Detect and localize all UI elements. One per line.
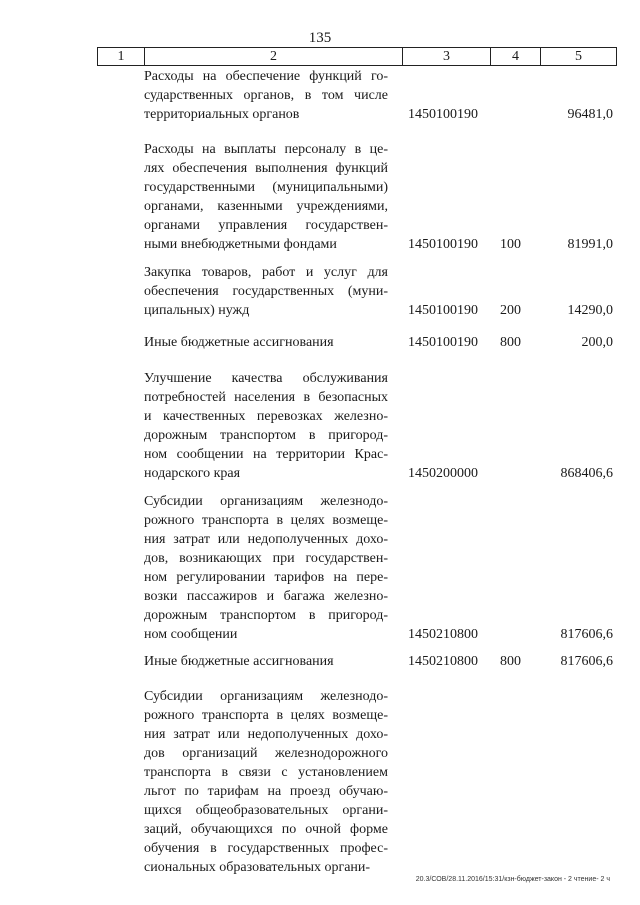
row-description (144, 369, 388, 483)
description-line: льгот по тарифам на проезд обучаю- (144, 784, 388, 799)
target-article-code: 1450210800 (408, 654, 478, 669)
description-line: дорожным транспортом в пригород- (144, 428, 388, 443)
description-line: органами управления государствен- (144, 218, 388, 233)
description-line: Субсидии организациям железнодо- (144, 494, 388, 509)
description-line: государственными (муниципальными) (144, 180, 388, 195)
amount-value: 14290,0 (567, 303, 613, 318)
amount-value: 817606,6 (560, 654, 613, 669)
description-line: дов, возникающих при государствен- (144, 551, 388, 566)
document-footer-stamp: 20.3/СОВ/28.11.2016/15:31/кзн-бюджет-закон - 2 чтение- 2 ч (415, 876, 610, 883)
description-line: лях обеспечения выполнения функций (144, 161, 388, 176)
amount-value: 817606,6 (560, 627, 613, 642)
description-line: ципальных) нужд (144, 303, 250, 318)
description-line: рожного транспорта в целях возмеще- (144, 708, 388, 723)
description-line: и качественных перевозках железно- (144, 409, 388, 424)
column-header-5: 5 (541, 48, 617, 66)
row-description (144, 687, 388, 877)
description-line: территориальных органов (144, 107, 300, 122)
amount-value: 868406,6 (560, 466, 613, 481)
description-line: Субсидии организациям железнодо- (144, 689, 388, 704)
row-description (144, 652, 388, 671)
description-line: ном сообщении на территории Крас- (144, 447, 388, 462)
description-line: ными внебюджетными фондами (144, 237, 337, 252)
description-line: ния затрат или недополученных дохо- (144, 727, 388, 742)
description-line: рожного транспорта в целях возмеще- (144, 513, 388, 528)
expense-type-code: 100 (500, 237, 521, 252)
expense-type-code: 200 (500, 303, 521, 318)
expense-type-code: 800 (500, 654, 521, 669)
target-article-code: 1450210800 (408, 627, 478, 642)
description-line: Улучшение качества обслуживания (144, 371, 388, 386)
row-description (144, 492, 388, 644)
row-description (144, 140, 388, 254)
target-article-code: 1450200000 (408, 466, 478, 481)
amount-value: 200,0 (581, 335, 613, 350)
column-header-3: 3 (403, 48, 491, 66)
row-description (144, 67, 388, 124)
description-line: потребностей населения в безопасных (144, 390, 388, 405)
description-line: Расходы на выплаты персоналу в це- (144, 142, 388, 157)
column-header-4: 4 (491, 48, 541, 66)
row-description (144, 263, 388, 320)
target-article-code: 1450100190 (408, 107, 478, 122)
amount-value: 81991,0 (567, 237, 613, 252)
description-line: заций, обучающихся по очной форме (144, 822, 388, 837)
description-line: Закупка товаров, работ и услуг для (144, 265, 388, 280)
description-line: возки пассажиров и багажа железно- (144, 589, 388, 604)
description-line: ния затрат или недополученных дохо- (144, 532, 388, 547)
page-number: 135 (308, 30, 332, 46)
description-line: дорожным транспортом в пригород- (144, 608, 388, 623)
description-line: дов организаций железнодорожного (144, 746, 388, 761)
expense-type-code: 800 (500, 335, 521, 350)
amount-value: 96481,0 (567, 107, 613, 122)
description-line: Иные бюджетные ассигнования (144, 654, 334, 669)
row-description (144, 333, 388, 352)
description-line: обучения в государственных профес- (144, 841, 388, 856)
target-article-code: 1450100190 (408, 303, 478, 318)
description-line: Иные бюджетные ассигнования (144, 335, 334, 350)
description-line: ном регулировании тарифов на пере- (144, 570, 388, 585)
target-article-code: 1450100190 (408, 335, 478, 350)
column-header-2: 2 (145, 48, 403, 66)
description-line: щихся общеобразовательных органи- (144, 803, 388, 818)
column-header-1: 1 (98, 48, 145, 66)
description-line: сударственных органов, в том числе (144, 88, 388, 103)
description-line: нодарского края (144, 466, 241, 481)
description-line: сиональных образовательных органи- (144, 860, 371, 875)
description-line: обеспечения государственных (муни- (144, 284, 388, 299)
description-line: транспорта в связи с установлением (144, 765, 388, 780)
description-line: Расходы на обеспечение функций го- (144, 69, 388, 84)
target-article-code: 1450100190 (408, 237, 478, 252)
description-line: ном сообщении (144, 627, 238, 642)
description-line: органами, казенными учреждениями, (144, 199, 388, 214)
